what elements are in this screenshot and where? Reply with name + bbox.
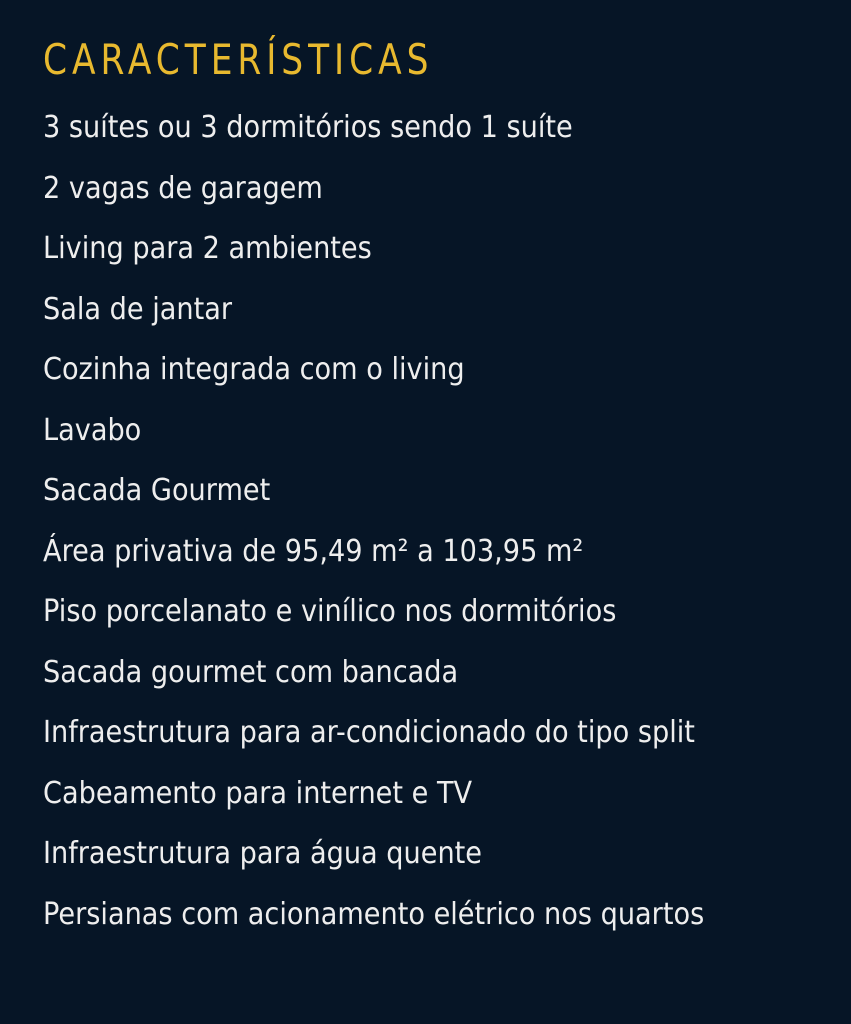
section-title: CARACTERÍSTICAS (43, 35, 434, 84)
feature-item: Sala de jantar (43, 291, 233, 327)
feature-item: Sacada gourmet com bancada (43, 654, 459, 690)
feature-item: Infraestrutura para água quente (43, 836, 482, 871)
feature-item: 3 suítes ou 3 dormitórios sendo 1 suíte (43, 110, 573, 145)
feature-item: Lavabo (43, 412, 142, 448)
feature-item: Cabeamento para internet e TV (43, 775, 473, 811)
feature-item: Área privativa de 95,49 m² a 103,95 m² (43, 533, 584, 569)
feature-item: Persianas com acionamento elétrico nos quartos (43, 896, 705, 932)
feature-item: Cozinha integrada com o living (43, 352, 465, 387)
feature-item: Infraestrutura para ar-condicionado do tipo split (43, 715, 695, 750)
feature-item: Living para 2 ambientes (43, 231, 372, 266)
features-list (43, 98, 851, 945)
feature-item: 2 vagas de garagem (43, 170, 323, 206)
feature-item: Sacada Gourmet (43, 473, 271, 508)
feature-item: Piso porcelanato e vinílico nos dormitórios (43, 594, 617, 629)
